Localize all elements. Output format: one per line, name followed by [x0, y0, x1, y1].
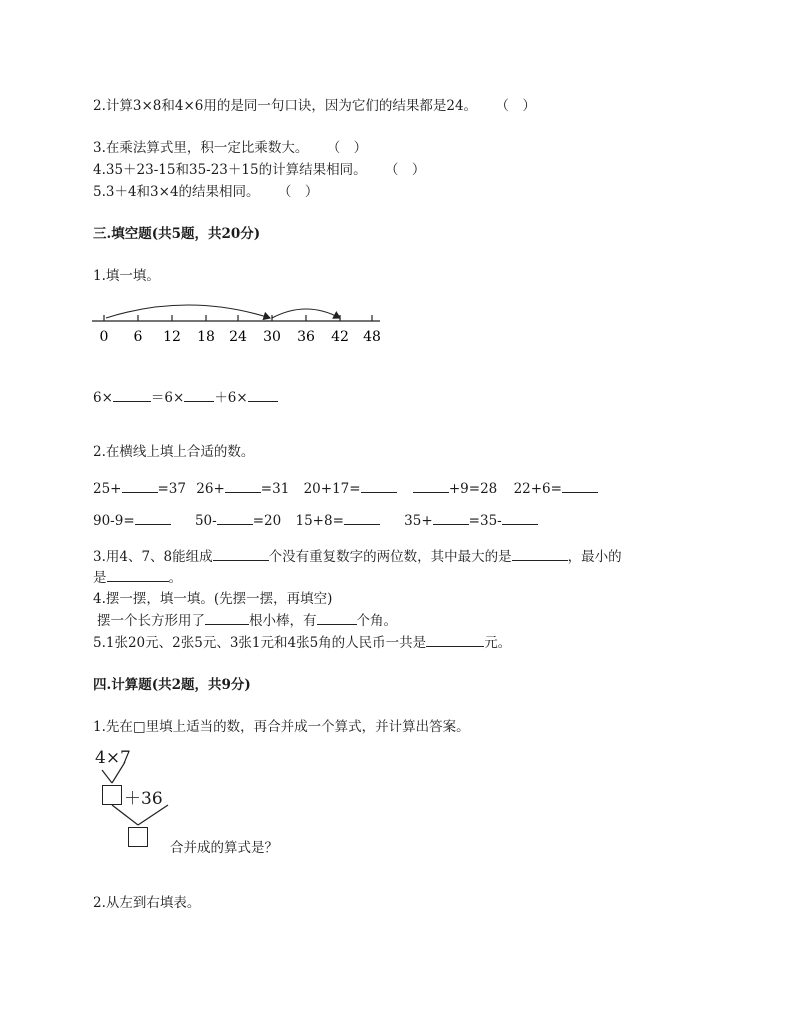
text: 3.用4、7、8能组成: [93, 549, 213, 565]
text: 根小棒，有: [249, 613, 317, 629]
blank[interactable]: [217, 511, 253, 525]
equation-part: =37: [157, 481, 186, 497]
text: 摆一个长方形用了: [97, 613, 205, 629]
combined-prompt: 合并成的算式是？: [170, 840, 278, 856]
blank[interactable]: [113, 388, 151, 402]
blank[interactable]: [562, 479, 598, 493]
text: ，最小的: [567, 549, 622, 565]
equation-part: +9=28: [448, 481, 498, 497]
blank[interactable]: [512, 547, 568, 561]
equation-part: 35+: [404, 513, 433, 529]
judge-q4: [93, 158, 425, 178]
blank[interactable]: [122, 479, 158, 493]
jump-arrow-1: [106, 305, 270, 318]
equation-part: ＋6×: [214, 390, 248, 406]
blank[interactable]: [413, 479, 449, 493]
tick-label: 6: [133, 329, 143, 345]
equation-part: =35-: [468, 513, 502, 529]
tick-label: 48: [363, 329, 381, 345]
equation-part: 22+6=: [513, 481, 562, 497]
judge-q2-text: 2.计算3×8和4×6用的是同一句口诀，因为它们的结果都是24。: [93, 98, 478, 114]
equation-part: 50-: [194, 513, 217, 529]
answer-paren[interactable]: （ ）: [495, 98, 536, 114]
equation-part: ＝6×: [150, 390, 185, 406]
text: 。: [168, 570, 182, 586]
blank[interactable]: [344, 511, 380, 525]
plus-36: ＋36: [124, 789, 163, 809]
blank[interactable]: [135, 511, 171, 525]
judge-q5-text: 5.3＋4和3×4的结果相同。: [93, 184, 260, 200]
calc-tree-diagram: [90, 748, 310, 858]
equation-part: =31: [260, 481, 290, 497]
section4-title: 四.计算题(共2题，共9分): [93, 677, 251, 693]
fill-q5: [93, 631, 511, 651]
tick-label: 42: [331, 329, 349, 345]
equation-part: 90-9=: [93, 513, 135, 529]
answer-paren[interactable]: （ ）: [326, 140, 368, 156]
fill-q1-label: 1.填一填。: [93, 268, 160, 284]
answer-box[interactable]: [128, 827, 148, 847]
answer-paren[interactable]: （ ）: [384, 162, 426, 178]
judge-q2: [93, 94, 536, 114]
tick-label: 12: [163, 329, 181, 345]
blank[interactable]: [205, 611, 249, 625]
answer-box[interactable]: [102, 785, 122, 805]
blank[interactable]: [213, 547, 269, 561]
fill-q1-equation: [93, 386, 278, 406]
fill-q4-line2: [97, 609, 397, 629]
blank[interactable]: [225, 479, 261, 493]
section3-title: 三.填空题(共5题，共20分): [93, 226, 261, 242]
text: 个角。: [356, 613, 397, 629]
equation-part: 15+8=: [295, 513, 344, 529]
equation-part: 26+: [196, 481, 225, 497]
fill-q3-line2: [93, 566, 182, 586]
tick-label: 36: [297, 329, 315, 345]
blank[interactable]: [433, 511, 469, 525]
judge-q3: [93, 136, 367, 156]
fill-q3-line1: [93, 545, 622, 565]
blank[interactable]: [317, 611, 357, 625]
text: 个没有重复数字的两位数，其中最大的是: [268, 549, 512, 565]
fill-q2-row2: [93, 511, 538, 529]
fill-q2-label: 2.在横线上填上合适的数。: [93, 444, 255, 460]
blank[interactable]: [184, 388, 214, 402]
equation-part: 6×: [93, 390, 113, 406]
fill-q2-row1: [93, 479, 598, 497]
expr-top: 4×7: [95, 748, 131, 768]
blank[interactable]: [502, 511, 538, 525]
blank[interactable]: [248, 388, 278, 402]
number-line: [90, 296, 390, 346]
tick-label: 30: [263, 329, 281, 345]
text: 是: [93, 570, 107, 586]
tick-label: 0: [99, 329, 109, 345]
judge-q4-text: 4.35＋23-15和35-23＋15的计算结果相同。: [93, 162, 367, 178]
equation-part: =20: [252, 513, 282, 529]
answer-paren[interactable]: （ ）: [277, 184, 319, 200]
text: 5.1张20元、2张5元、3张1元和4张5角的人民币一共是: [93, 635, 427, 651]
calc-q2-label: 2.从左到右填表。: [93, 895, 201, 911]
judge-q5: [93, 180, 318, 200]
equation-part: 20+17=: [303, 481, 361, 497]
blank[interactable]: [426, 633, 484, 647]
blank[interactable]: [361, 479, 397, 493]
equation-part: 25+: [93, 481, 122, 497]
judge-q3-text: 3.在乘法算式里，积一定比乘数大。: [93, 140, 309, 156]
tick-label: 24: [229, 329, 247, 345]
fill-q4-line1: 4.摆一摆，填一填。(先摆一摆，再填空): [93, 591, 333, 607]
tick-label: 18: [197, 329, 215, 345]
text: 元。: [484, 635, 512, 651]
blank[interactable]: [107, 568, 169, 582]
calc-q1-label: 1.先在□里填上适当的数，再合并成一个算式，并计算出答案。: [93, 719, 470, 735]
